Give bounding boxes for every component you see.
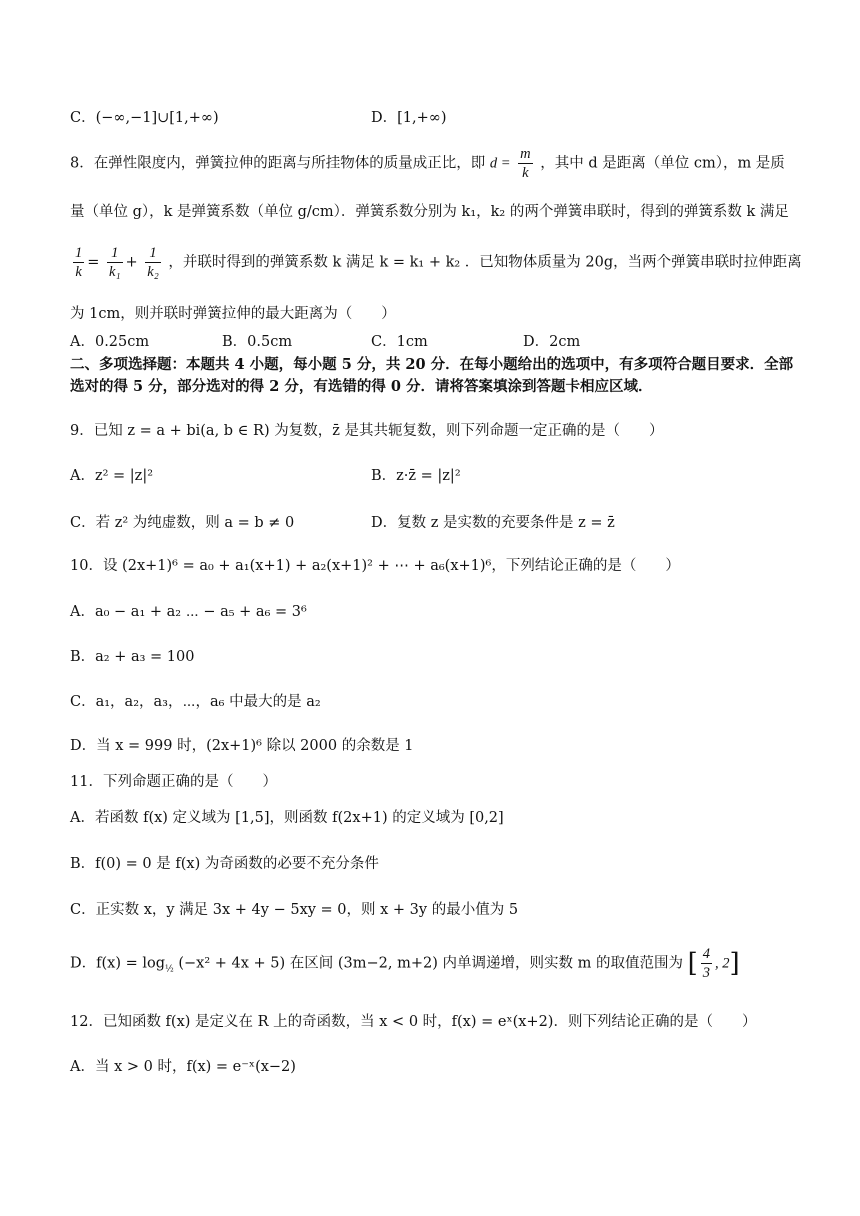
q9-option-a: A．z² = |z|² — [70, 468, 154, 484]
q8-option-c: C．1cm — [371, 334, 428, 350]
q11-option-d: D．$f(x) = \log_{\frac{1}{2}} (-x^2 + 4x + 5)$ 在区间 (3m−2, m+2) 内单调递增，则实数 m 的取值范围为 [ $\frac{4}{3}$ , 2] — [70, 946, 740, 981]
q12-stem: 12．已知函数 f(x) 是定义在 R 上的奇函数，当 x < 0 时，f(x) = eˣ(x+2)．则下列结论正确的是（ ） — [70, 1014, 757, 1030]
q7-option-c: C．(−∞,−1]∪[1,+∞) — [70, 110, 219, 126]
q12-option-a: A．当 x > 0 时，f(x) = e⁻ˣ(x−2) — [70, 1059, 296, 1075]
q8-fraction-1-over-k1: $\frac{1}{\text{k₁}}$ — [109, 245, 121, 280]
q8-fraction-1-over-k2: $\frac{1}{\text{k₂}}$ — [147, 245, 159, 280]
q10-option-a: A．a₀ − a₁ + a₂ ⋯ − a₅ + a₆ = 3⁶ — [70, 604, 307, 620]
q10-option-d: D．当 x = 999 时，(2x+1)⁶ 除以 2000 的余数是 1 — [70, 738, 414, 754]
q8-stem-line2: 量（单位 g），k 是弹簧系数（单位 g/cm）．弹簧系数分别为 k₁，k₂ 的两个弹簧串联时，得到的弹簧系数 k 满足 — [70, 204, 789, 220]
q10-stem: 10．设 (2x+1)⁶ = a₀ + a₁(x+1) + a₂(x+1)² + ⋯ + a₆(x+1)⁶，下列结论正确的是（ ） — [70, 558, 680, 574]
q11-option-b: B．f(0) = 0 是 f(x) 为奇函数的必要不充分条件 — [70, 856, 379, 872]
q8-stem-line1: 8．在弹性限度内，弹簧拉伸的距离与所挂物体的质量成正比，即 d = $\frac{m}{k}$ ，其中 d 是距离（单位 cm），m 是质 — [70, 146, 785, 181]
q8-option-b: B．0.5cm — [222, 334, 293, 350]
q11-log-base: ½ — [165, 964, 174, 975]
q9-stem: 9．已知 z = a + bi(a, b ∈ R) 为复数，z̄ 是其共轭复数，则下列命题一定正确的是（ ） — [70, 423, 664, 439]
q8-fraction-1-over-k: $\frac{1}{k}$ — [75, 245, 83, 280]
q11-option-a: A．若函数 f(x) 定义域为 [1,5]，则函数 f(2x+1) 的定义域为 [0,2] — [70, 810, 504, 826]
q10-option-b: B．a₂ + a₃ = 100 — [70, 649, 195, 665]
q9-option-d: D．复数 z 是实数的充要条件是 z = z̄ — [371, 515, 615, 531]
q11-stem: 11．下列命题正确的是（ ） — [70, 774, 277, 790]
q7-option-d: D．[1,+∞) — [371, 110, 447, 126]
q8-fraction-m-over-k: $\frac{m}{k}$ — [520, 146, 531, 181]
q8-option-d: D．2cm — [523, 334, 581, 350]
q9-option-b: B．z·z̄ = |z|² — [371, 468, 461, 484]
q11-option-c: C．正实数 x，y 满足 3x + 4y − 5xy = 0，则 x + 3y 的最小值为 5 — [70, 902, 519, 918]
section2-heading: 二、多项选择题：本题共 4 小题，每小题 5 分，共 20 分．在每小题给出的选项中，有多项符合题目要求．全部选对的得 5 分，部分选对的得 2 分，有选错的得 0 分．请将答案填涂到答题卡相应区域． — [70, 356, 794, 395]
q9-option-c: C．若 z² 为纯虚数，则 a = b ≠ 0 — [70, 515, 295, 531]
q8-stem-line3: $\frac{1}{k}$ = $\frac{1}{\text{k₁}}$ + $\frac{1}{\text{k₂}}$ ，并联时得到的弹簧系数 k 满足 k = k₁ + k₂ ．已知物体质量为 20g，当两个弹簧串联时拉伸距离 — [75, 245, 802, 280]
q10-option-c: C．a₁，a₂，a₃，⋯，a₆ 中最大的是 a₂ — [70, 694, 321, 710]
q11-fraction-4-over-3: $\frac{4}{3}$ — [702, 946, 710, 981]
q8-option-a: A．0.25cm — [70, 334, 150, 350]
q8-stem-line4: 为 1cm，则并联时弹簧拉伸的最大距离为（ ） — [70, 306, 396, 322]
